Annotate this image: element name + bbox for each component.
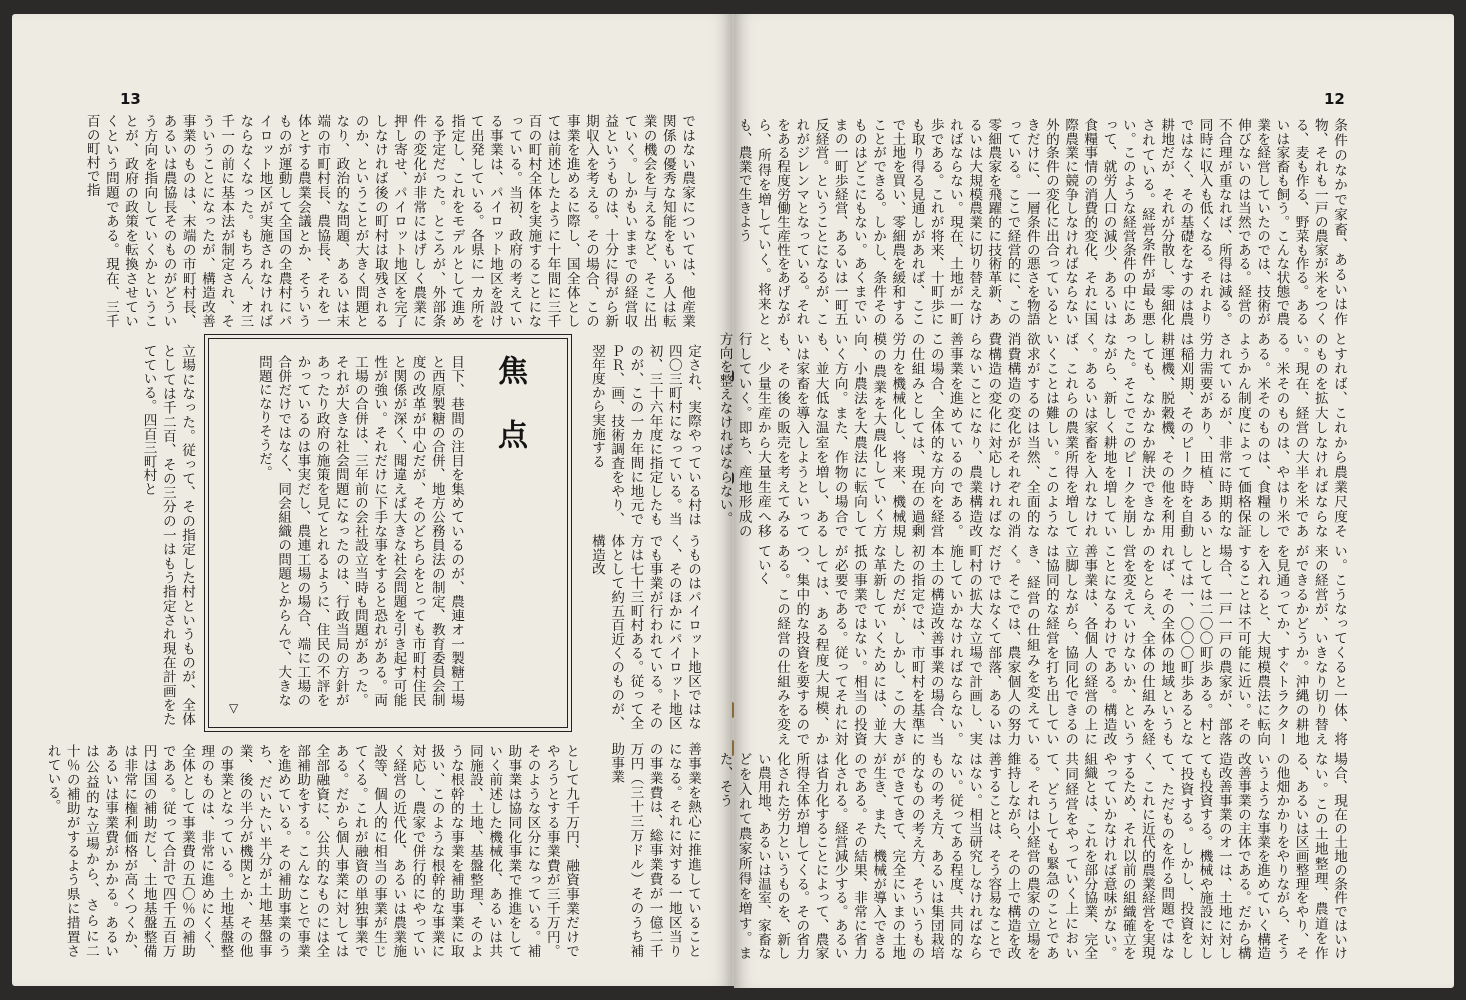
article-column-upper-right: 定され、実際やっている村は四〇三町村になっている。当初、三十六年度に指定したものが、この一カ年間に地元でＰＲ、画、技術調査をやり、翌年度から実施する <box>588 344 701 526</box>
focus-title: 焦点 <box>492 355 527 483</box>
article-column-upper-middle: とすれば、これから農業尺度そのものを拡大しなければならない。現在、経営の大半を米である。米そのものは、やはり米である。米そのものは、食糧のしようかん制度によって価格保証されているが、非常に時期的な労力需要があり、田植、あるいは稲刈期、そのピーク時を自動耕運機、脱穀機、その他を利用しても、なかなか解決できなかった。そこでこのピークを崩しながら、新しく耕地を増していく。あるいは家畜を入れなければ、これらの農業所得を増していくことは難しい。このような欲求がするのは当然、全面的な消費構造の変化がそれぞれの消費構造の変化に対応しければならないことになり、農業構造改善事業を進めているのである。この場合、全体的な方向を経営の仕組みとしては、現在の過剰労力を機械化し、将来、機械規模の農業を大農化していく方向、小農法を大農法に転向していく方向。また、作物の場合でも、並大低な温室を増し、あるいは家畜を導入しようといっても、その後の販売を考えてみると、少量生産から大量生産へ移行していく。即ち、産地形成の方向を整えなければならない。 <box>716 332 1347 538</box>
article-column-bottom-right: 善事業を熱心に推進していることになる。それに対する一地区当りの事業費は、総事業費が一億二千万円（三十三万ドル）そのうち補助事業 <box>608 742 701 958</box>
article-column-left-under: 立場になった。従って、その指定した村というものが、全体としては千二百、その三分の一はもう指定され現在計画をたてている。四百三町村と <box>140 344 195 726</box>
focus-end-mark: ▽ <box>229 701 239 715</box>
left-page <box>12 14 732 986</box>
focus-body: 目下、巷間の注目を集めているのが、農連オ一製糖工場と西原製糖の合併、地方公務員法の制定、教育委員会制度の改革が中心だが、そのどちらをとっても市町村住民と関係が深く、聞違えば大きな社会問題を引き起す可能性が強い。それだけに下手な事をすると恐れがある。両工場の合併は、三年前の会社設立当時も問題があった。それが大きな社会問題になったのは、行政当局の方針があったり政府の施策を見てとれるように、住民の不評をかっているのは事実だし、農連工場の場合、端に工場の合併だけではなく、同会組織の問題とからんで、大きな問題になりそうだ。 <box>255 355 464 707</box>
article-column-top: ではない農家については、他産業関係の優秀な知能をもいる人は転業の機会を与えるなど、そこに出ていく。しかもいままでの経営収益というものは、十分に得がら新期収入を考える。その場合、この事業を進めるに際し、国全体としては前述したように十年間に三千百の町村全体を実施することになっている。当初、政府の考えている事業は、パイロット地区を設けて出発している。各県に一カ所を指定し、これをモデルとして進める予定だった。ところが、外部条件の変化が非常にはげしく農業に押し寄せ、パイロット地区を完了しなければ後の町村は取残されるのか、ということが大きく問題となり、政治的な問題、あるいは末端の市町村長、農協長、それを一体とする農業会議とか、そういうものが運動して全国の全農村にパイロット地区が実施されなければならなくなった。もちろん、オ三千一の前に基本法が制定され、そういうことになったが、構造改善事業のものは、末端の市町村長、あるいは農協長そのものがどういう方向を指向していくかということが、政府の政策を転換させていくという問題である。現在、三千百の町村で指 <box>83 114 695 328</box>
article-column-bottom: 場合、現在の土地の条件ではいけない。この土地整理、農道を作る、あるいは区画整理をやり、その他畑かかりをやりながら、そういうような事業を進めていく構造改善事業の主体である。だから構造改善事業のオ一は、土地に対しても投資する。機械や施設に対して投資する。しかし、投資をして、ただものを作る問題ではなく、これに近代的農業経営を実現するため、それ以前の組織確立をやっていかなければ意味がない。組織とは、これを部分協業、完全共同経営をやっていく上において、どうしても緊急のことである。それは小経営の農家の立場を維持しながら、その上で構造を改善することは、そう容易なことではない。相当研究しなければならない。従ってある程度、共同的なものの考え方、あるいは集団栽培的なものの考え方、そういうものができてきて、完全にいまの土地が生き、また、機械が導入できるのである。その結果、非常に省力化される。経営減少する。あるいは省力化することによって、農家所得全体が増してくる。その省力化された労力というものを、新しい農用地、あるいは温室、家畜などを入れて農家所得を増す。また、そう <box>716 752 1347 960</box>
article-column-lower-right: うものはパイロット地区ではなく、そのほかにパイロット地区でも事業が行われている。その方は七十三町村ある。従って全体として約五百近くのものが、構造改 <box>588 534 701 730</box>
focus-column-box <box>204 334 572 732</box>
article-column-bottom-left: として九千万円、融資事業だけでやろうとする事業費が三千万円。そのような区分になっている。補助事業は協同化事業で推進をしていく前述した機械化、あるいは共同施設、土地、基盤整理、そのような根幹的な事業を補助事業に取扱い、このような根幹的な事業に対応し、農家で併行的にやっていく経営の近代化、あるいは農業施設等、個人的に相当の事業が生じてくる。これが融資の単独事業である。だから個人事業に対しては全部融資に、公共的なものには全部補助をする。こんなことで事業を進めている。その補助事業のうち、だいたい半分が土地基盤事業、後の半分が機関とか、その他の事業となっている。土地基盤整理のものは、非常に進めにくく、全体として事業費の五〇％の補助である。従って合計で四千五百万円は国の補助だし、土地基盤整備は非常に権利価格が高くつくか、あるいは事業費がかかる。あるいは公益的な立場から、さらに二十％の補助がするよう県に措置されている。 <box>44 744 579 958</box>
page-number: 12 <box>1324 90 1345 108</box>
page-number: 13 <box>120 90 141 108</box>
article-column-lower-middle: い。こうなってくると一体、将来の経営が、いきなり切り替えができるかどうか。沖縄の耕地を見通ってか、すぐトラクターを入れると、大規模農法に転向することは不可能に近い。その場合、一戸一戸の農家が、部落としては二〇〇町歩ある。村としては一、〇〇〇町歩あるとなれば、その全体の地域というものをとらえ、全体の仕組みを経営を変えていけないか、ということになるわけである。構造改善事業は、各個人の経営の上に立脚しながら、協同化できるのは協同的な経営を打ち出していき、経営の仕組みを変えていく。そこでは、農家個人の努力だけではなくて部落、あるいは町村の拡大な立場で計画し、実施していかなければならない。本土の構造改善事業の場合、当初の指定では、市町村を基準にしたのだが、しかし、この大きな革新していくためには、並大抵の事業ではない。相当の投資が必要である。従ってそれに対しては、ある程度大規模、かつ、集中的な投資を要するのである。この経営の仕組みを変えていく <box>754 544 1347 746</box>
right-page <box>716 14 1454 988</box>
article-column-top: 条件のなかで家畜、あるいは作物、それも一戸の農家が米をつくる、麦も作る、野菜も作る。あるいは家畜も飼う。こんな状態で農業を経営していたのでは、技術が伸びないのは当然である。経営の不合理が重なれば、所得は減る。同時に収入も低くなる。それよりではなく、その基礎をなすのは農耕地だが、それが分散し、零細化されている。経営条件が最も悪い。このような経営条件の中にあって、就労人口の減少、あるいは食糧事情の消費的変化、それに国際農業に競争しなければならない外的条件の変化に出合っているときだけに、一層条件の悪さを物語っている。ここで経営的に、この零細農家を飛躍的に技術革新、あるいは大規模農業に切り替えなければならない。現在、土地が一町歩である。これが将来、十町歩にも取り得る見通しがあれば、ここで土地を買い、零細農を緩和することができる。しかし、条件そのものはどこにもない。あくまでいまの一町歩経営、あるいは一町五反経営。ということになるが、これがジレンマとなっている。それをある程度労働生産性をあげながら、所得を増していく。将来とも、農業で生きよう <box>735 118 1347 326</box>
